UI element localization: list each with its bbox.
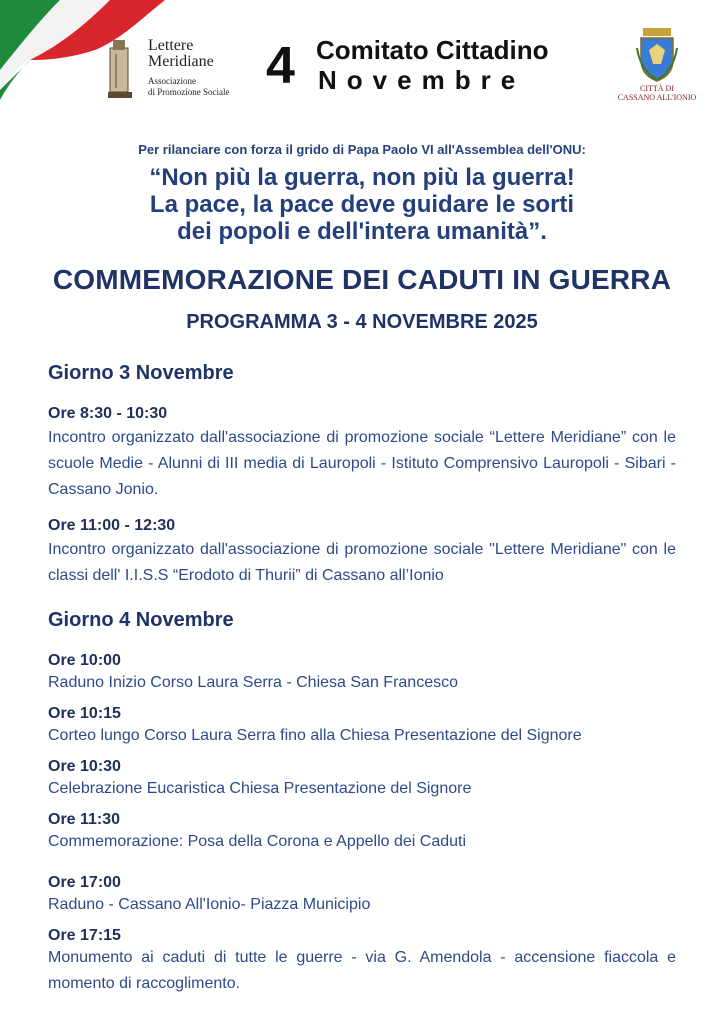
- lm-sub-line1: Associazione: [148, 76, 196, 86]
- event-description: Incontro organizzato dall'associazione di promozione sociale "Lettere Meridiane" con le classi dell' I.I.S.S “Erodoto di Thurii” di Cassano all’Ionio: [48, 541, 676, 584]
- program-title: PROGRAMMA 3 - 4 NOVEMBRE 2025: [186, 311, 538, 333]
- committee-title: Comitato Cittadino: [316, 35, 549, 65]
- event-item: [48, 652, 676, 696]
- event-time: Ore 11:00 - 12:30: [48, 517, 176, 534]
- event-time: Ore 10:00: [48, 652, 121, 669]
- crest-line1: CITTÀ DI: [640, 84, 674, 93]
- crest-line2: CASSANO ALL'IONIO: [617, 93, 697, 102]
- lm-sub-line2: di Promozione Sociale: [148, 87, 230, 97]
- event-item: [48, 758, 676, 802]
- quote-line: “Non più la guerra, non più la guerra!: [149, 164, 575, 191]
- event-description: Raduno - Cassano All'Ionio- Piazza Municipio: [48, 896, 371, 913]
- event-item: [48, 517, 676, 589]
- event-item: [48, 811, 676, 855]
- event-description: Raduno Inizio Corso Laura Serra - Chiesa San Francesco: [48, 674, 458, 691]
- event-description: Corteo lungo Corso Laura Serra fino alla Chiesa Presentazione del Signore: [48, 727, 582, 744]
- event-time: Ore 10:30: [48, 758, 121, 775]
- event-description: Commemorazione: Posa della Corona e Appello dei Caduti: [48, 833, 467, 850]
- committee-subtitle: Novembre: [318, 65, 526, 95]
- pope-quote: [0, 164, 724, 245]
- big-number: 4: [266, 37, 295, 95]
- event-item: [48, 927, 676, 997]
- event-description: Monumento ai caduti di tutte le guerre - via G. Amendola - accensione fiaccola e momento di raccoglimento.: [48, 949, 676, 992]
- lm-title-line1: Lettere: [148, 37, 194, 54]
- quote-line: La pace, la pace deve guidare le sorti: [149, 191, 575, 218]
- coat-of-arms-icon: [635, 28, 679, 82]
- day-section: [48, 362, 676, 385]
- intro-text: Per rilanciare con forza il grido di Papa Paolo VI all'Assemblea dell'ONU:: [138, 142, 586, 157]
- lm-title-line2: Meridiane: [148, 53, 214, 70]
- event-time: Ore 11:30: [48, 811, 121, 828]
- event-time: Ore 8:30 - 10:30: [48, 405, 168, 422]
- event-item: [48, 705, 676, 749]
- event-time: Ore 17:00: [48, 874, 121, 891]
- monument-icon: [108, 38, 140, 98]
- event-description: Incontro organizzato dall'associazione di promozione sociale “Lettere Meridiane” con le scuole Medie - Alunni di III media di Lauropoli - Istituto Comprensivo Lauropoli - Sibari - Cassano Jonio.: [48, 429, 676, 498]
- lettere-meridiane-logo: [108, 38, 238, 100]
- event-time: Ore 17:15: [48, 927, 121, 944]
- city-crest: [610, 28, 704, 108]
- event-item: [48, 874, 676, 918]
- event-description: Celebrazione Eucaristica Chiesa Presentazione del Signore: [48, 780, 472, 797]
- page-title: COMMEMORAZIONE DEI CADUTI IN GUERRA: [52, 264, 672, 295]
- quote-line: dei popoli e dell'intera umanità”.: [177, 218, 547, 245]
- day-section: [48, 609, 676, 632]
- day-heading: Giorno 4 Novembre: [48, 609, 234, 631]
- event-time: Ore 10:15: [48, 705, 121, 722]
- event-item: [48, 405, 676, 503]
- day-heading: Giorno 3 Novembre: [48, 362, 234, 384]
